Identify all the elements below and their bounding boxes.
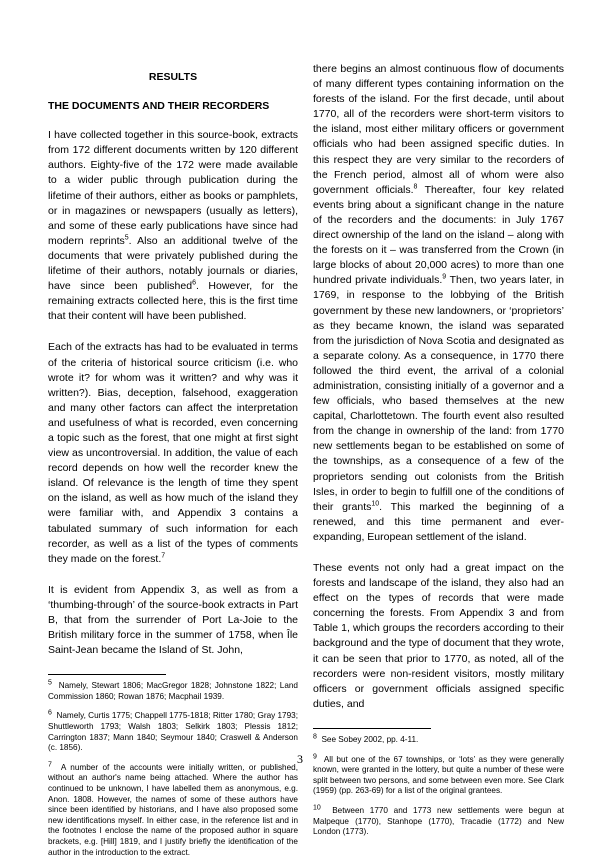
footnote: $^{10}$ Between 1770 and 1773 new settlements were begun at Malpeque (1770), Stanhope (1770), Tracadie (1772) and New London (1773).: [313, 804, 564, 837]
footnote: $^9$ All but one of the 67 townships, or ‘lots’ as they were generally known, were granted in the lottery, but quite a number of these were split between two persons, and some between even more. See Clark (1959) (pp. 263-69) for a list of the original grantees.: [313, 752, 564, 796]
footnote: $^5$ Namely, Stewart 1806; MacGregor 1828; Johnstone 1822; Land Commission 1860; Rowan 1876; Macphail 1939.: [48, 679, 298, 701]
footnote-ref: 5: [124, 234, 129, 242]
paragraph: It is evident from Appendix 3, as well as from a ‘thumbing-through’ of the source-book extracts in Part B, that from the surrender of Port La-Joie to the British military force in the summer of 1758, when Île Saint-Jean became the Island of St. John,: [48, 583, 298, 657]
paragraph: These events not only had a great impact on the forests and landscape of the island, they also had an effect on the types of records that were made concerning the forests. From Appendix 3 and from Table 1, which groups the recorders according to their background and the type of document that they wrote, it can be seen that prior to 1770, as noted, all of the recorders were non-resident visitors, mostly military officers or government officials assigned specific duties, and: [313, 562, 564, 710]
footnote-divider: [313, 728, 431, 729]
subsection-title: THE DOCUMENTS AND THEIR RECORDERS: [48, 100, 270, 113]
page-number: 3: [297, 752, 303, 766]
footnote-ref: 10: [371, 500, 380, 508]
footnote: $^7$ A number of the accounts were initially written, or published, without an author's name being attached. Where the author has continued to be unknown, I have labelled them as anonymous, e.g. Anon. 1808. However, the names of some of these authors have since been identified by historians, and I have also proposed some new identifications myself. In either case, in the reference list and in the footnotes I enclose the name of the proposed author in square brackets, e.g. [Hill] 1819, and I justify briefly the identification of the author in the introduction to the extract.: [48, 761, 298, 857]
footnote-ref: 7: [161, 552, 166, 560]
paragraph: I have collected together in this source-book, extracts from 172 different documents written by 120 different authors. Eighty-five of the 172 were made available to a wider public through publication during the lifetime of their authors, either as books or pamphlets, or in magazines or newspapers (usually as letters), and some of these early publications have since had modern reprints$^5$. Also an additional twelve of the documents that were privately published during the lifetime of their authors, notably journals or diaries, have since been published$^6$. However, for the remaining extracts collected here, this is the first time that their content will have been published.: [48, 129, 299, 323]
footnote: $^8$ See Sobey 2002, pp. 4-11.: [313, 733, 419, 744]
footnote-ref: 9: [442, 273, 447, 281]
footnote-ref: 8: [413, 183, 418, 191]
right-column: [313, 62, 564, 847]
section-title: RESULTS: [148, 71, 198, 83]
footnote: $^6$ Namely, Curtis 1775; Chappell 1775-1818; Ritter 1780; Gray 1793; Shuttleworth 1793; Walsh 1803; Selkirk 1803; Plessis 1812; Carrington 1837; Mann 1840; Seymour 1840; Craswell & Anderson (c. 1856).: [48, 709, 298, 753]
paragraph: there begins an almost continuous flow of documents of many different types containing information on the forests of the island. For the first decade, until about 1770, all of the recorders were short-term visitors to the island, most either military officers or government officials who had been assigned specific duties. In this respect they are very similar to the recorders of the French period, almost all of whom were also government officials.$^8$ Thereafter, four key related events bring about a significant change in the nature of the recorders and the documents: in July 1767 direct ownership of the land on the island – along with the forests on it – was transferred from the Crown (in large blocks of about 20,000 acres) to more than one hundred private individuals.$^9$ Then, two years later, in 1769, in response to the lobbying of the British government by these new landowners, or ‘proprietors’ as they became known, the island was separated from the jurisdiction of Nova Scotia and designated as a separate colony. As a consequence, in 1770 there followed the third event, the arrival of a colonial administration, consisting initially of a governor and a few officials, who based themselves at the new capital, Charlottetown. The fourth event also resulted from the change in ownership of the land: from 1770 new settlements began to be established on some of the townships, as a consequence of a few of the proprietors sending out colonists from the British Isles, in order to begin to fulfill one of the conditions of their grants$^{10}$. This marked the beginning of a renewed, and this time permanent and ever-expanding, European settlement of the island.: [313, 63, 564, 543]
paragraph: Each of the extracts has had to be evaluated in terms of the criteria of historical source criticism (i.e. who wrote it? for whom was it written? and why was it written?). Bias, deception, falsehood, exaggeration and many other factors can affect the interpretation and usefulness of what is recorded, even concerning a topic such as the forest, that one might at first sight view as uncontroversial. In addition, the value of each record depends on how well the recorder knew the island. Of relevance is the length of time they spent on the island, as well as how much of the island they were familiar with, and Appendix 3 contains a tabulated summary of such information for each recorder, as well as a list of the types of comments they made on the forest.$^7$: [48, 341, 298, 565]
footnote-ref: 6: [192, 279, 196, 287]
footnote-divider: [48, 674, 166, 675]
left-column: [48, 62, 298, 867]
